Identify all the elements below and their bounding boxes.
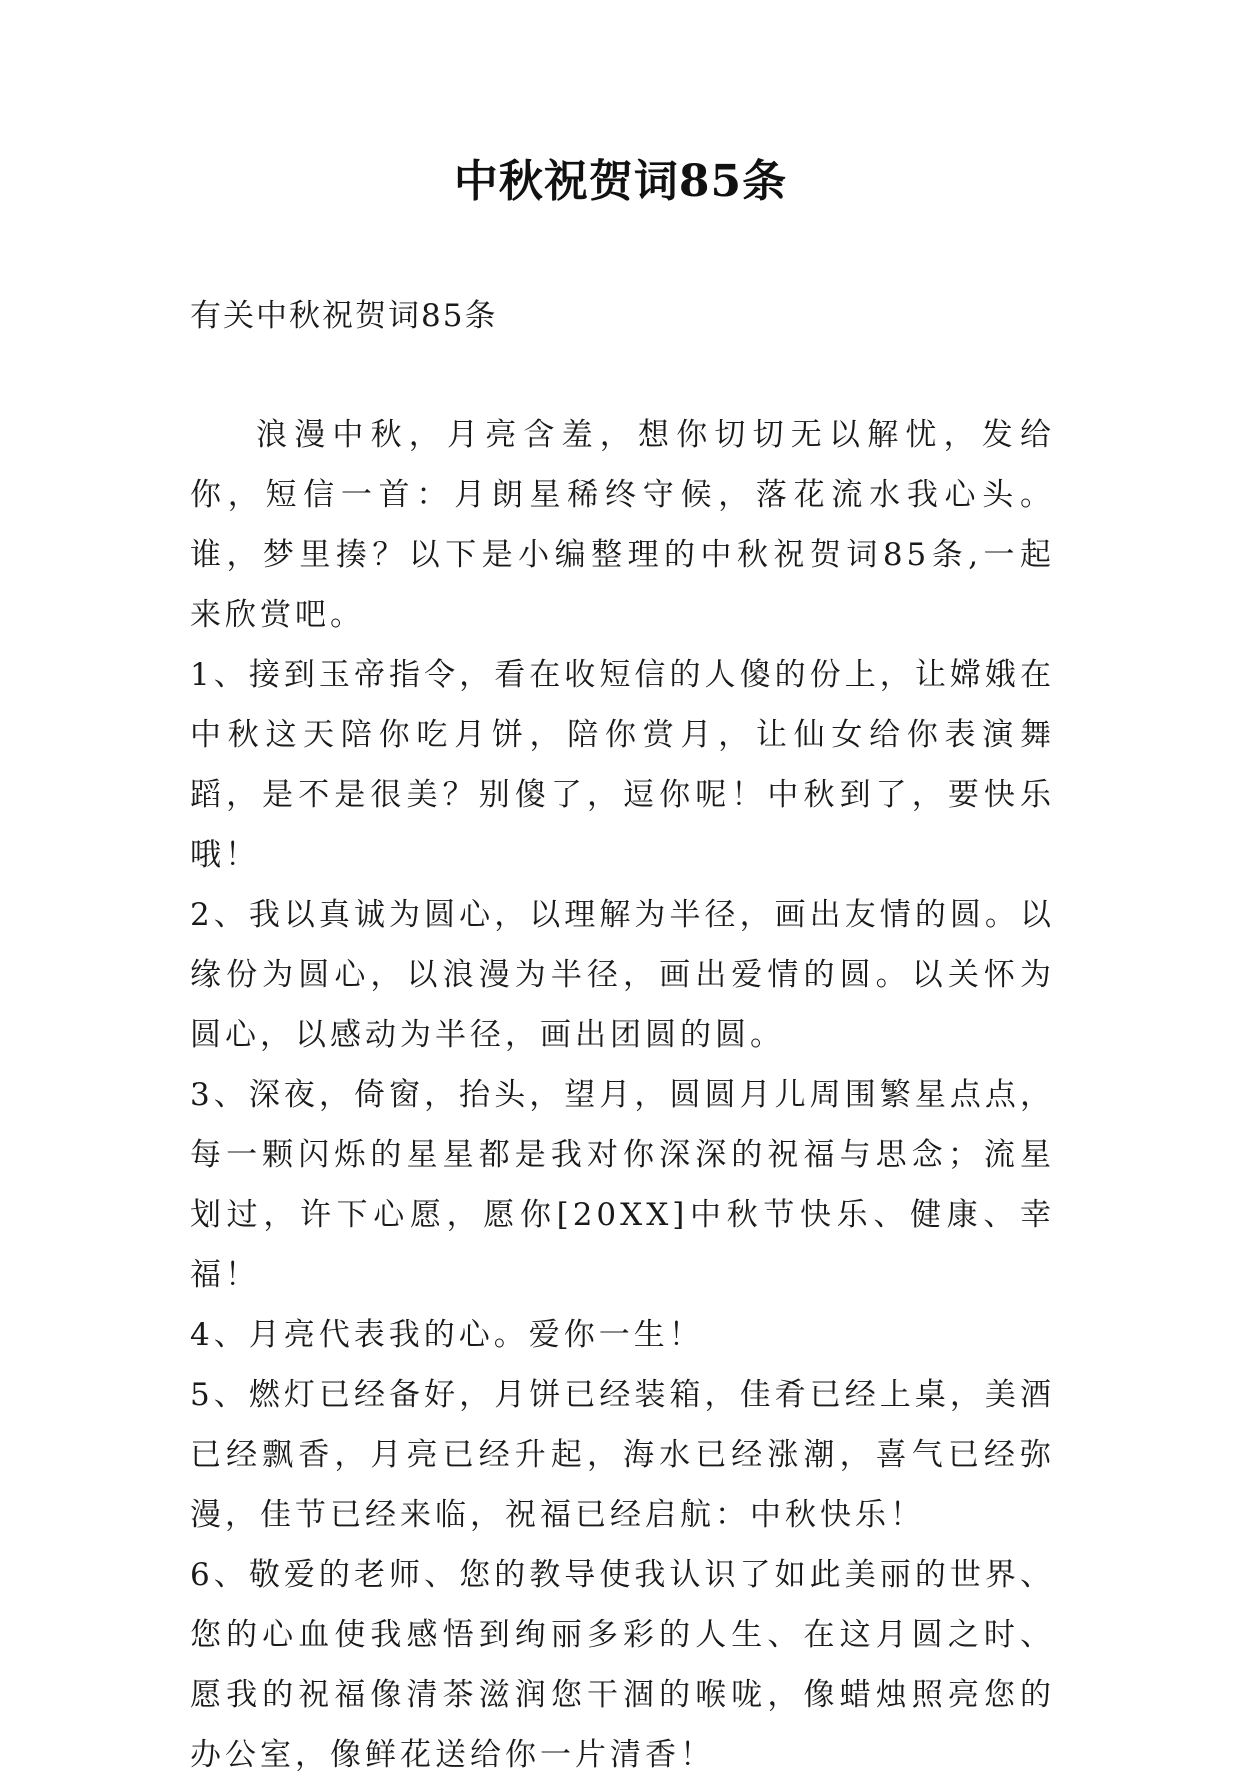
greeting-item-2: 2、我以真诚为圆心，以理解为半径，画出友情的圆。以缘份为圆心，以浪漫为半径，画出爱情的圆。以关怀为圆心，以感动为半径，画出团圆的圆。 <box>190 897 1055 1053</box>
document-body <box>190 405 1055 1785</box>
subtitle: 有关中秋祝贺词85条 <box>190 298 498 334</box>
intro-paragraph: 浪漫中秋，月亮含羞，想你切切无以解忧，发给你，短信一首：月朗星稀终守候，落花流水我心头。谁，梦里揍？以下是小编整理的中秋祝贺词85条,一起来欣赏吧。 <box>190 417 1055 633</box>
greeting-item-6: 6、敬爱的老师、您的教导使我认识了如此美丽的世界、您的心血使我感悟到绚丽多彩的人生、在这月圆之时、愿我的祝福像清茶滋润您干涸的喉咙，像蜡烛照亮您的办公室，像鲜花送给你一片清香！ <box>190 1557 1055 1773</box>
greeting-item-3: 3、深夜，倚窗，抬头，望月，圆圆月儿周围繁星点点，每一颗闪烁的星星都是我对你深深的祝福与思念；流星划过，许下心愿，愿你[20XX]中秋节快乐、健康、幸福！ <box>190 1077 1055 1293</box>
greeting-item-4: 4、月亮代表我的心。爱你一生！ <box>190 1317 704 1353</box>
page-title: 中秋祝贺词85条 <box>453 156 788 207</box>
greeting-item-1: 1、接到玉帝指令，看在收短信的人傻的份上，让嫦娥在中秋这天陪你吃月饼，陪你赏月，让仙女给你表演舞蹈，是不是很美？别傻了，逗你呢！中秋到了，要快乐哦！ <box>190 657 1055 873</box>
greeting-item-5: 5、燃灯已经备好，月饼已经装箱，佳肴已经上桌，美酒已经飘香，月亮已经升起，海水已经涨潮，喜气已经弥漫，佳节已经来临，祝福已经启航：中秋快乐！ <box>190 1377 1055 1533</box>
